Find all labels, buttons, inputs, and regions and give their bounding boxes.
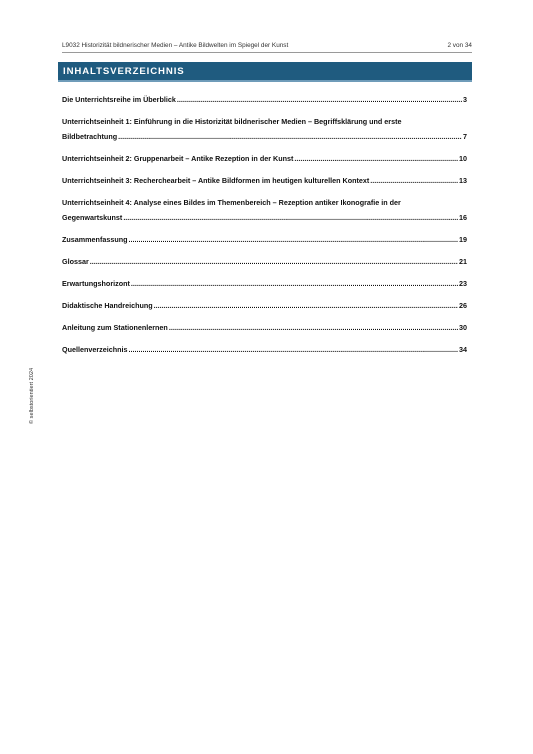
toc-leader: [129, 345, 458, 355]
toc-entry-label: Zusammenfassung: [62, 235, 128, 244]
toc-entry-label: Glossar: [62, 257, 89, 266]
toc-entry-didactic-guide[interactable]: [62, 301, 467, 311]
toc-entry-page: 16: [459, 213, 467, 222]
page-indicator: 2 von 34: [447, 42, 472, 49]
toc-leader: [294, 154, 458, 164]
toc-entry-label: Didaktische Handreichung: [62, 301, 153, 310]
toc-entry-summary[interactable]: [62, 235, 467, 245]
toc-heading: INHALTSVERZEICHNIS: [63, 66, 185, 77]
toc-entry-station-learning[interactable]: [62, 323, 467, 333]
toc-leader: [370, 176, 458, 186]
toc-entry-unit-4[interactable]: [62, 198, 467, 223]
toc-entry-label: Unterrichtseinheit 2: Gruppenarbeit – Antike Rezeption in der Kunst: [62, 154, 294, 163]
toc-entry-page: 19: [459, 235, 467, 244]
toc-entry-label: Unterrichtseinheit 4: Analyse eines Bildes im Themenbereich – Rezeption antiker Ikonografie in der: [62, 198, 401, 207]
toc-entry-page: 34: [459, 345, 467, 354]
toc-entry-label: Unterrichtseinheit 3: Recherchearbeit – Antike Bildformen im heutigen kulturellen Kontext: [62, 176, 370, 185]
toc-leader: [177, 95, 462, 105]
toc-entry-label: Anleitung zum Stationenlernen: [62, 323, 168, 332]
toc-leader: [154, 301, 458, 311]
toc-entry-page: 21: [459, 257, 467, 266]
toc-entry-page: 23: [459, 279, 467, 288]
toc-entry-page: 10: [459, 154, 467, 163]
toc-entry-page: 30: [459, 323, 467, 332]
toc-entry-label: Quellenverzeichnis: [62, 345, 128, 354]
toc-entry-unit-1[interactable]: [62, 117, 467, 142]
toc-entry-label: Unterrichtseinheit 1: Einführung in die Historizität bildnerischer Medien – Begriffsklärung und erste: [62, 117, 402, 126]
toc-entry-page: 3: [463, 95, 467, 104]
toc-entry-overview[interactable]: [62, 95, 467, 105]
toc-entry-page: 7: [463, 132, 467, 141]
toc-entry-expectations[interactable]: [62, 279, 467, 289]
toc-entry-unit-3[interactable]: [62, 176, 467, 186]
toc-heading-banner: [58, 62, 472, 82]
toc-entry-label-cont: Gegenwartskunst: [62, 213, 123, 222]
toc-entry-label-cont: Bildbetrachtung: [62, 132, 118, 141]
toc-entry-page: 13: [459, 176, 467, 185]
toc-leader: [123, 213, 458, 223]
toc-leader: [131, 279, 458, 289]
toc-leader: [118, 132, 462, 142]
table-of-contents: [62, 95, 467, 355]
toc-leader: [169, 323, 458, 333]
page-header: [62, 40, 472, 53]
toc-entry-unit-2[interactable]: [62, 154, 467, 164]
toc-entry-glossary[interactable]: [62, 257, 467, 267]
toc-entry-sources[interactable]: [62, 345, 467, 355]
toc-entry-label: Erwartungshorizont: [62, 279, 130, 288]
toc-entry-label: Die Unterrichtsreihe im Überblick: [62, 95, 176, 104]
toc-leader: [90, 257, 458, 267]
toc-entry-page: 26: [459, 301, 467, 310]
document-title: L9032 Historizität bildnerischer Medien – Antike Bildwelten im Spiegel der Kunst: [62, 42, 289, 49]
copyright-note: © selbstorientiert 2024: [29, 367, 35, 424]
toc-leader: [129, 235, 458, 245]
